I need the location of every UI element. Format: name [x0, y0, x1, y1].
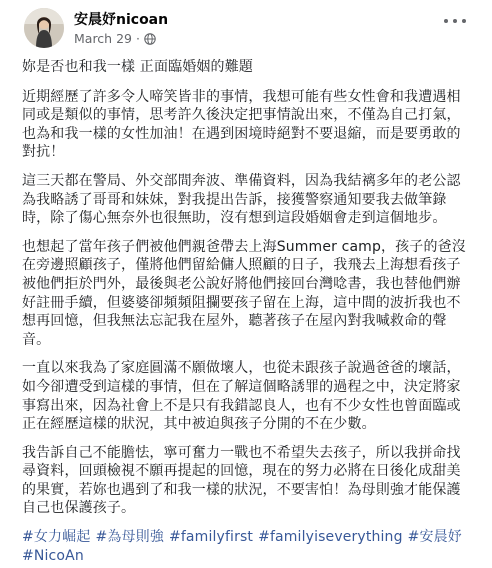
post-paragraph: 這三天都在警局、外交部間奔波、準備資料，因為我結褵多年的老公認為我略誘了哥哥和妹妹，對我提出告訴，接獲警察通知要我去做筆錄時，除了傷心無奈外也很無助，沒有想到這段婚姻會走到這個地步。 — [22, 172, 461, 227]
hashtag-link[interactable]: #女力崛起 — [22, 529, 91, 546]
post-header — [12, 0, 480, 58]
post-timestamp[interactable]: March 29 — [74, 31, 132, 46]
more-options-icon[interactable] — [444, 14, 466, 28]
post-paragraph: 我告訴自己不能膽怯，寧可奮力一戰也不希望失去孩子，所以我拼命找尋資料，回頭檢視不願再提起的回憶，現在的努力必將在日後化成甜美的果實，若妳也遇到了和我一樣的狀況，不要害怕！為母則強才能保護自己也保護孩子。 — [22, 444, 461, 517]
globe-icon[interactable] — [144, 33, 156, 45]
avatar[interactable] — [24, 8, 64, 48]
hashtag-link[interactable]: #familyiseverything — [258, 529, 403, 546]
post-content — [12, 58, 480, 566]
post-author-name[interactable]: 安晨妤nicoan — [74, 12, 169, 28]
hashtag-link[interactable]: #安晨妤 — [407, 529, 462, 546]
meta-separator: · — [135, 31, 140, 46]
post-paragraph: 近期經歷了許多令人啼笑皆非的事情，我想可能有些女性會和我遭遇相同或是類似的事情，思考許久後決定把事情說出來，不僅為自己打氣，也為和我一樣的女性加油！在遇到困境時絕對不要退縮，而是要勇敢的對抗！ — [22, 88, 461, 161]
hashtag-list — [22, 528, 468, 566]
post-paragraph: 也想起了當年孩子們被他們親爸帶去上海Summer camp，孩子的爸沒在旁邊照顧孩子，僅將他們留給傭人照顧的日子，我飛去上海想看孩子被他們拒於門外，最後與老公說好將他們接回台灣唸書，我也替他們辦好註冊手續，但婆婆卻頻頻阻攔要孩子留在上海，這中間的波折我也不想再回憶，但我無法忘記我在屋外，聽著孩子在屋內對我喊救命的聲音。 — [22, 238, 466, 348]
hashtag-link[interactable]: #NicoAn — [22, 548, 84, 565]
hashtag-link[interactable]: #為母則強 — [95, 529, 164, 546]
post-meta — [74, 31, 156, 46]
post-paragraph: 妳是否也和我一樣 正面臨婚姻的難題 — [22, 59, 253, 75]
hashtag-link[interactable]: #familyfirst — [168, 529, 254, 546]
post-paragraph: 一直以來我為了家庭圓滿不願做壞人，也從未跟孩子說過爸爸的壞話，如今卻遭受到這樣的事情，但在了解這個略誘罪的過程之中，決定將家事寫出來，因為社會上不是只有我錯認良人，也有不少女性也曾面臨或正在經歷這樣的狀況，其中被迫與孩子分開的不在少數。 — [22, 360, 461, 433]
avatar-photo — [24, 8, 64, 48]
